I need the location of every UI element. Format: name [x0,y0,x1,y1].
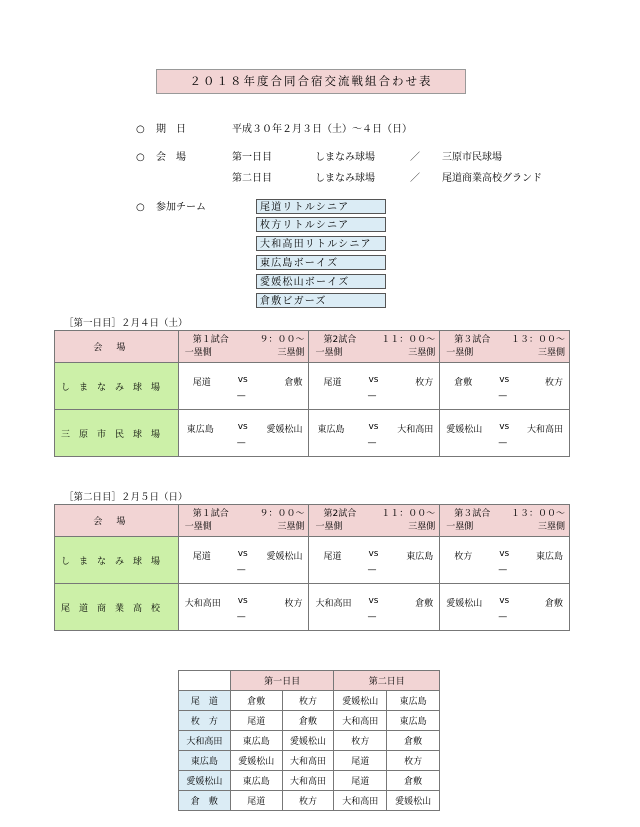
match-cell [309,363,440,410]
slot-header [309,505,440,537]
slot-name: 第３試合 [454,335,491,345]
summary-opponent: 大和高田 [282,771,334,791]
summary-row [179,691,440,711]
summary-opponent: 東広島 [387,711,440,731]
day1-label: 第一日目 [232,152,272,163]
vs-label: vs [237,375,248,385]
vs-label: vs [237,549,248,559]
bullet: ○ [136,202,145,213]
result-dash: — [367,612,377,622]
slot-name: 第2試合 [323,335,357,345]
result-dash: — [236,438,246,448]
summary-opponent: 尾道 [230,791,282,811]
home-side-label: 一塁側 [315,522,343,532]
slot-time: １１：００～ [381,335,436,345]
venue-cell: 尾道商業高校 [55,584,179,631]
vs-label: vs [499,375,510,385]
vs-label: vs [368,549,379,559]
home-side-label: 一塁側 [184,522,212,532]
result-dash: — [498,391,508,401]
away-side-label: 三塁側 [408,348,436,358]
result-dash: — [498,612,508,622]
venue-cell: しまなみ球場 [55,363,179,410]
slot-header [178,331,309,363]
summary-opponent: 倉敷 [387,731,440,751]
match-cell [440,584,570,631]
bullet: ○ [136,124,145,135]
summary-team: 倉 敷 [179,791,231,811]
away-side-label: 三塁側 [537,348,565,358]
slot-name: 第１試合 [192,335,229,345]
summary-team: 愛媛松山 [179,771,231,791]
result-dash: — [498,438,508,448]
home-side-label: 一塁側 [184,348,212,358]
day1-venue-b: 三原市民球場 [442,152,502,163]
match-cell [309,410,440,457]
away-team: 枚方 [284,599,303,609]
result-dash: — [236,565,246,575]
summary-team: 東広島 [179,751,231,771]
match-cell [178,584,309,631]
vs-label: vs [237,596,248,606]
summary-row [179,731,440,751]
summary-corner [179,671,231,691]
result-dash: — [367,391,377,401]
summary-row [179,711,440,731]
match-cell [178,410,309,457]
home-side-label: 一塁側 [315,348,343,358]
away-side-label: 三塁側 [277,348,305,358]
home-team: 東広島 [317,425,345,435]
match-cell [309,584,440,631]
away-team: 愛媛松山 [266,552,303,562]
summary-day2-header: 第二日目 [334,671,440,691]
separator: ／ [410,152,420,163]
home-team: 東広島 [186,425,214,435]
slot-time: １３：００～ [510,335,565,345]
day2-label: 第二日目 [232,173,272,184]
home-team: 大和高田 [315,599,352,609]
venue-cell: しまなみ球場 [55,537,179,584]
summary-opponent: 愛媛松山 [334,691,387,711]
summary-opponent: 愛媛松山 [230,751,282,771]
vs-label: vs [499,422,510,432]
away-team: 枚方 [544,378,563,388]
separator: ／ [410,173,420,184]
slot-header [309,331,440,363]
period-label: 期 日 [156,124,186,135]
page-title: ２０１８年度合同合宿交流戦組合わせ表 [156,69,466,94]
home-team: 枚方 [454,552,473,562]
summary-opponent: 東広島 [230,731,282,751]
summary-opponent: 大和高田 [334,791,387,811]
summary-team: 枚 方 [179,711,231,731]
bullet: ○ [136,152,145,163]
team-box: 尾道リトルシニア [256,199,386,214]
away-side-label: 三塁側 [408,522,436,532]
away-team: 東広島 [406,552,434,562]
day1-label: ［第一日目］２月４日（土） [64,318,188,329]
slot-time: ９：００～ [259,509,305,519]
away-side-label: 三塁側 [537,522,565,532]
team-box: 東広島ボーイズ [256,255,386,270]
summary-day1-header: 第一日目 [230,671,334,691]
venue-header: 会場 [55,331,179,363]
day1-venue-a: しまなみ球場 [315,152,375,163]
team-box: 枚方リトルシニア [256,217,386,232]
home-team: 尾道 [323,552,342,562]
teams-label: 参加チーム [156,202,206,213]
period-value: 平成３０年２月３日（土）～４日（日） [232,124,412,135]
team-box: 愛媛松山ボーイズ [256,274,386,289]
summary-row [179,751,440,771]
slot-name: 第2試合 [323,509,357,519]
summary-opponent: 枚方 [387,751,440,771]
match-cell [440,410,570,457]
result-dash: — [236,391,246,401]
slot-time: １１：００～ [381,509,436,519]
slot-time: ９：００～ [259,335,305,345]
venue-label: 会 場 [156,152,186,163]
away-team: 愛媛松山 [266,425,303,435]
away-team: 枚方 [415,378,434,388]
summary-team: 大和高田 [179,731,231,751]
slot-name: 第３試合 [454,509,491,519]
summary-table [178,670,440,811]
slot-header [440,505,570,537]
summary-opponent: 倉敷 [387,771,440,791]
summary-opponent: 東広島 [230,771,282,791]
slot-header [440,331,570,363]
away-team: 東広島 [535,552,563,562]
summary-row [179,771,440,791]
day2-venue-a: しまなみ球場 [315,173,375,184]
summary-opponent: 愛媛松山 [282,731,334,751]
away-team: 大和高田 [526,425,563,435]
summary-opponent: 枚方 [334,731,387,751]
vs-label: vs [368,422,379,432]
home-team: 尾道 [192,378,211,388]
day1-schedule-table [54,330,570,457]
home-team: 倉敷 [454,378,473,388]
away-team: 倉敷 [415,599,434,609]
home-team: 尾道 [323,378,342,388]
day2-schedule-table [54,504,570,631]
match-cell [178,537,309,584]
home-team: 大和高田 [184,599,221,609]
day2-venue-b: 尾道商業高校グランド [442,173,542,184]
summary-opponent: 愛媛松山 [387,791,440,811]
summary-opponent: 東広島 [387,691,440,711]
home-side-label: 一塁側 [446,348,474,358]
summary-opponent: 尾道 [334,751,387,771]
slot-name: 第１試合 [192,509,229,519]
away-team: 倉敷 [284,378,303,388]
summary-opponent: 大和高田 [282,751,334,771]
match-cell [440,363,570,410]
summary-opponent: 枚方 [282,791,334,811]
match-cell [440,537,570,584]
vs-label: vs [499,596,510,606]
team-box: 大和高田リトルシニア [256,236,386,251]
home-team: 愛媛松山 [446,425,483,435]
away-side-label: 三塁側 [277,522,305,532]
venue-cell: 三原市民球場 [55,410,179,457]
summary-opponent: 枚方 [282,691,334,711]
vs-label: vs [237,422,248,432]
summary-opponent: 倉敷 [230,691,282,711]
vs-label: vs [499,549,510,559]
vs-label: vs [368,596,379,606]
day2-label: ［第二日目］２月５日（日） [64,492,188,503]
match-cell [309,537,440,584]
vs-label: vs [368,375,379,385]
home-team: 尾道 [192,552,211,562]
result-dash: — [498,565,508,575]
slot-header [178,505,309,537]
away-team: 倉敷 [544,599,563,609]
summary-opponent: 大和高田 [334,711,387,731]
match-cell [178,363,309,410]
venue-header: 会場 [55,505,179,537]
team-box: 倉敷ビガーズ [256,293,386,308]
summary-row [179,791,440,811]
summary-team: 尾 道 [179,691,231,711]
slot-time: １３：００～ [510,509,565,519]
away-team: 大和高田 [397,425,434,435]
result-dash: — [367,565,377,575]
home-side-label: 一塁側 [446,522,474,532]
summary-opponent: 倉敷 [282,711,334,731]
summary-opponent: 尾道 [334,771,387,791]
result-dash: — [236,612,246,622]
home-team: 愛媛松山 [446,599,483,609]
result-dash: — [367,438,377,448]
summary-opponent: 尾道 [230,711,282,731]
